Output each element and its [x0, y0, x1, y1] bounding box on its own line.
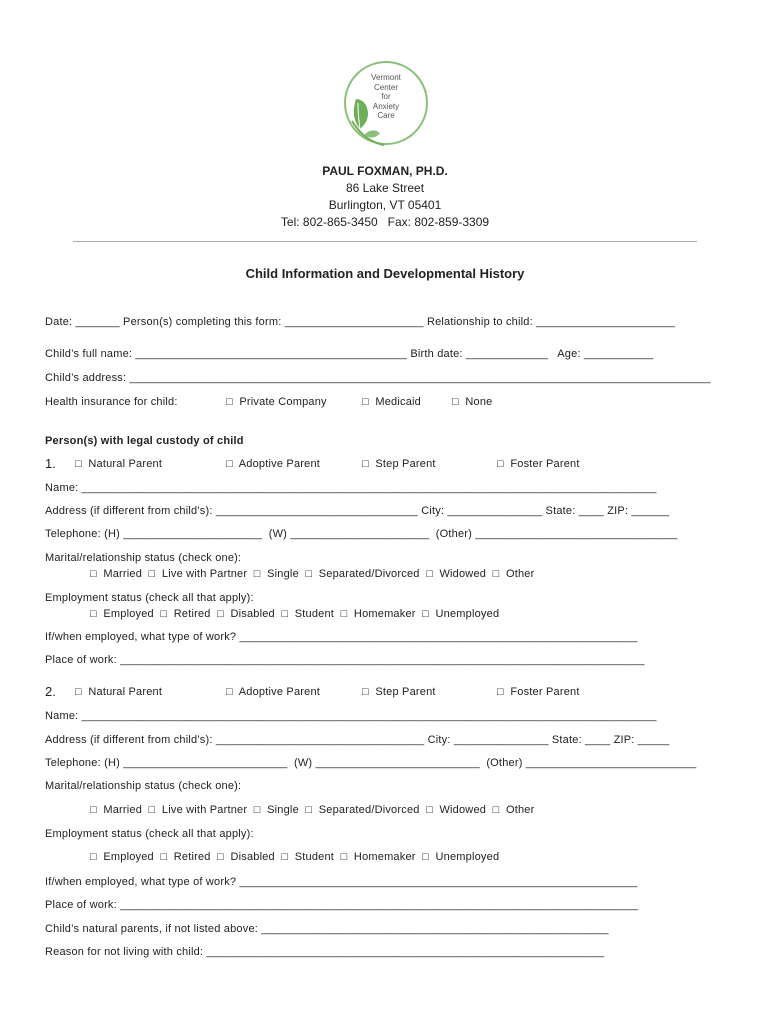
custody2-address-row[interactable]: Address (if different from child’s): _________________________________ City: _______________ State: ____ ZIP: _____: [45, 734, 670, 746]
custody1-natural-checkbox[interactable]: □ Natural Parent: [75, 458, 163, 470]
custody2-marital-label: Marital/relationship status (check one):: [45, 780, 242, 792]
reason-row[interactable]: Reason for not living with child: _______________________________________________________________: [45, 946, 605, 958]
child-name-row[interactable]: Child’s full name: ___________________________________________ Birth date: _____________ Age: ___________: [45, 348, 654, 360]
child-address-row[interactable]: Child’s address: ____________________________________________________________________________________________: [45, 372, 711, 384]
custody1-employment-label: Employment status (check all that apply):: [45, 592, 254, 604]
custody2-telephone-row[interactable]: Telephone: (H) __________________________ (W) __________________________ (Other) ___________________________: [45, 757, 697, 769]
custody1-work-type-row[interactable]: If/when employed, what type of work? _______________________________________________________________: [45, 631, 638, 643]
custody2-name-row[interactable]: Name: ___________________________________________________________________________________________: [45, 710, 657, 722]
custody1-step-checkbox[interactable]: □ Step Parent: [362, 458, 436, 470]
custody1-employment-options[interactable]: □ Employed □ Retired □ Disabled □ Student □ Homemaker □ Unemployed: [90, 608, 500, 620]
custody2-place-row[interactable]: Place of work: __________________________________________________________________________________: [45, 899, 639, 911]
date-row[interactable]: Date: _______ Person(s) completing this form: ______________________ Relationship to child: ______________________: [45, 316, 676, 328]
header-divider: [73, 241, 697, 242]
natural-parents-row[interactable]: Child’s natural parents, if not listed above: _______________________________________________________: [45, 923, 609, 935]
custody1-adoptive-checkbox[interactable]: □ Adoptive Parent: [226, 458, 321, 470]
custody2-step-checkbox[interactable]: □ Step Parent: [362, 686, 436, 698]
center-logo: [342, 59, 430, 147]
custody2-adoptive-checkbox[interactable]: □ Adoptive Parent: [226, 686, 321, 698]
custody1-marital-label: Marital/relationship status (check one):: [45, 552, 242, 564]
custody2-employment-label: Employment status (check all that apply):: [45, 828, 254, 840]
street-address: 86 Lake Street: [345, 181, 425, 195]
insurance-label: Health insurance for child:: [45, 396, 178, 408]
custody2-marital-options[interactable]: □ Married □ Live with Partner □ Single □ Separated/Divorced □ Widowed □ Other: [90, 804, 535, 816]
custody-heading: Person(s) with legal custody of child: [45, 435, 244, 447]
doctor-name: PAUL FOXMAN, PH.D.: [322, 164, 448, 178]
logo-text: Vermont Center for Anxiety Care: [371, 73, 401, 120]
insurance-none-checkbox[interactable]: □ None: [452, 396, 493, 408]
form-title: Child Information and Developmental History: [245, 266, 525, 281]
custody1-foster-checkbox[interactable]: □ Foster Parent: [497, 458, 580, 470]
custody1-name-row[interactable]: Name: ___________________________________________________________________________________________: [45, 482, 657, 494]
custody2-employment-options[interactable]: □ Employed □ Retired □ Disabled □ Student □ Homemaker □ Unemployed: [90, 851, 500, 863]
custody2-work-type-row[interactable]: If/when employed, what type of work? _______________________________________________________________: [45, 876, 638, 888]
custody1-marital-options[interactable]: □ Married □ Live with Partner □ Single □ Separated/Divorced □ Widowed □ Other: [90, 568, 535, 580]
insurance-private-checkbox[interactable]: □ Private Company: [226, 396, 327, 408]
custody1-place-row[interactable]: Place of work: ___________________________________________________________________________________: [45, 654, 645, 666]
contact-phones: Tel: 802-865-3450 Fax: 802-859-3309: [280, 215, 490, 229]
custody2-number: 2.: [45, 684, 56, 699]
custody1-address-row[interactable]: Address (if different from child’s): ________________________________ City: _______________ State: ____ ZIP: ______: [45, 505, 670, 517]
custody2-foster-checkbox[interactable]: □ Foster Parent: [497, 686, 580, 698]
city-address: Burlington, VT 05401: [328, 198, 442, 212]
custody1-telephone-row[interactable]: Telephone: (H) ______________________ (W) ______________________ (Other) ________________________________: [45, 528, 678, 540]
custody2-natural-checkbox[interactable]: □ Natural Parent: [75, 686, 163, 698]
custody1-number: 1.: [45, 456, 56, 471]
insurance-medicaid-checkbox[interactable]: □ Medicaid: [362, 396, 421, 408]
